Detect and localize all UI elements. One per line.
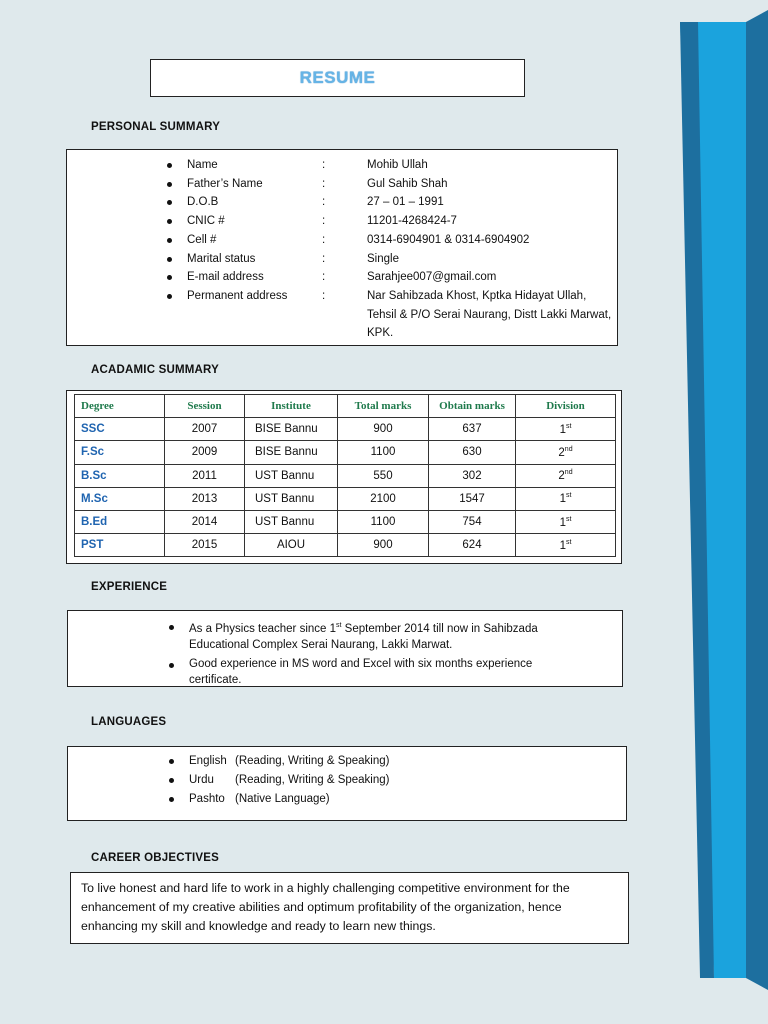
personal-summary-heading: PERSONAL SUMMARY — [91, 121, 221, 133]
total-cell: 550 — [338, 464, 429, 487]
field-value: Nar Sahibzada Khost, Kptka Hidayat Ullah, Tehsil & P/O Serai Naurang, Distt Lakki Marwat, KPK. — [367, 289, 612, 340]
total-cell: 1100 — [338, 510, 429, 533]
field-label: Marital status — [187, 252, 256, 265]
field-value: 27 – 01 – 1991 — [367, 196, 444, 209]
degree-cell: PST — [75, 534, 165, 557]
career-objective-text: To live honest and hard life to work in a highly challenging competitive environment for the enhancement of my creative abilities and optimum profitability of the organization, hence enhancing my skill and knowledge and ready to learn new things. — [81, 881, 570, 933]
personal-list — [187, 156, 617, 343]
field-value: 11201-4268424-7 — [367, 215, 457, 228]
language-item: English (Reading, Writing & Speaking) — [189, 752, 626, 771]
career-objectives-heading: CAREER OBJECTIVES — [91, 852, 220, 864]
institute-cell: UST Bannu — [245, 510, 338, 533]
institute-cell: UST Bannu — [245, 487, 338, 510]
session-cell: 2013 — [165, 487, 245, 510]
division-cell: 2nd — [516, 441, 616, 464]
personal-row: Marital status : Single — [187, 250, 617, 269]
obtain-cell: 1547 — [429, 487, 516, 510]
column-header: Institute — [245, 395, 338, 418]
resume-title: RESUME — [299, 68, 376, 87]
division-cell: 1st — [516, 534, 616, 557]
table-header-row — [75, 395, 616, 418]
table-row — [75, 441, 616, 464]
obtain-cell: 754 — [429, 510, 516, 533]
personal-row: Name : Mohib Ullah — [187, 156, 617, 175]
degree-cell: M.Sc — [75, 487, 165, 510]
language-item: Urdu (Reading, Writing & Speaking) — [189, 771, 626, 790]
column-header: Obtain marks — [429, 395, 516, 418]
field-label: CNIC # — [187, 215, 225, 228]
institute-cell: BISE Bannu — [245, 418, 338, 441]
personal-row: Permanent address : Nar Sahibzada Khost, Kptka Hidayat Ullah, Tehsil & P/O Serai Naurang, Distt Lakki Marwat, KPK. — [187, 287, 617, 343]
experience-heading: EXPERIENCE — [91, 581, 168, 593]
language-item: Pashto (Native Language) — [189, 790, 626, 809]
total-cell: 900 — [338, 534, 429, 557]
table-row — [75, 487, 616, 510]
experience-box — [67, 610, 623, 687]
column-header: Total marks — [338, 395, 429, 418]
obtain-cell: 302 — [429, 464, 516, 487]
title-box — [150, 59, 525, 97]
degree-cell: F.Sc — [75, 441, 165, 464]
languages-box — [67, 746, 627, 821]
field-value: Mohib Ullah — [367, 159, 428, 171]
experience-item: As a Physics teacher since 1st September 2014 till now in Sahibzada Educational Complex Serai Naurang, Lakki Marwat. — [189, 618, 582, 654]
email-value[interactable]: Sarahjee007@gmail.com — [367, 271, 497, 284]
session-cell: 2011 — [165, 464, 245, 487]
career-objectives-box — [70, 872, 629, 944]
personal-row: D.O.B : 27 – 01 – 1991 — [187, 193, 617, 212]
institute-cell: AIOU — [245, 534, 338, 557]
personal-row: Cell # : 0314-6904901 & 0314-6904902 — [187, 231, 617, 250]
table-row — [75, 534, 616, 557]
personal-row: E-mail address : Sarahjee007@gmail.com — [187, 268, 617, 287]
field-value: Single — [367, 252, 399, 265]
session-cell: 2009 — [165, 441, 245, 464]
column-header: Division — [516, 395, 616, 418]
personal-row: CNIC # : 11201-4268424-7 — [187, 212, 617, 231]
degree-cell: B.Sc — [75, 464, 165, 487]
column-header: Degree — [75, 395, 165, 418]
field-value: 0314-6904901 & 0314-6904902 — [367, 233, 530, 246]
field-label: Permanent address — [187, 289, 288, 302]
experience-item: Good experience in MS word and Excel with six months experience certificate. — [189, 656, 582, 689]
field-label: D.O.B — [187, 196, 219, 209]
obtain-cell: 637 — [429, 418, 516, 441]
division-cell: 1st — [516, 418, 616, 441]
table-row — [75, 510, 616, 533]
personal-summary-box — [66, 149, 618, 346]
table-row — [75, 418, 616, 441]
field-label: Name — [187, 159, 218, 171]
field-label: Cell # — [187, 233, 217, 246]
personal-row: Father’s Name : Gul Sahib Shah — [187, 175, 617, 194]
field-label: Father’s Name — [187, 177, 263, 190]
institute-cell: UST Bannu — [245, 464, 338, 487]
total-cell: 1100 — [338, 441, 429, 464]
degree-cell: B.Ed — [75, 510, 165, 533]
session-cell: 2014 — [165, 510, 245, 533]
session-cell: 2015 — [165, 534, 245, 557]
languages-heading: LANGUAGES — [91, 716, 167, 728]
obtain-cell: 630 — [429, 441, 516, 464]
division-cell: 1st — [516, 487, 616, 510]
division-cell: 2nd — [516, 464, 616, 487]
total-cell: 2100 — [338, 487, 429, 510]
table-row — [75, 464, 616, 487]
institute-cell: BISE Bannu — [245, 441, 338, 464]
academic-table — [74, 394, 616, 557]
experience-list — [189, 618, 582, 689]
languages-list — [189, 752, 626, 809]
field-label: E-mail address — [187, 271, 264, 284]
division-cell: 1st — [516, 510, 616, 533]
academic-summary-heading: ACADAMIC SUMMARY — [91, 364, 219, 376]
ribbon-dark-edge — [746, 10, 768, 990]
obtain-cell: 624 — [429, 534, 516, 557]
degree-cell: SSC — [75, 418, 165, 441]
field-value: Gul Sahib Shah — [367, 177, 448, 190]
total-cell: 900 — [338, 418, 429, 441]
column-header: Session — [165, 395, 245, 418]
session-cell: 2007 — [165, 418, 245, 441]
